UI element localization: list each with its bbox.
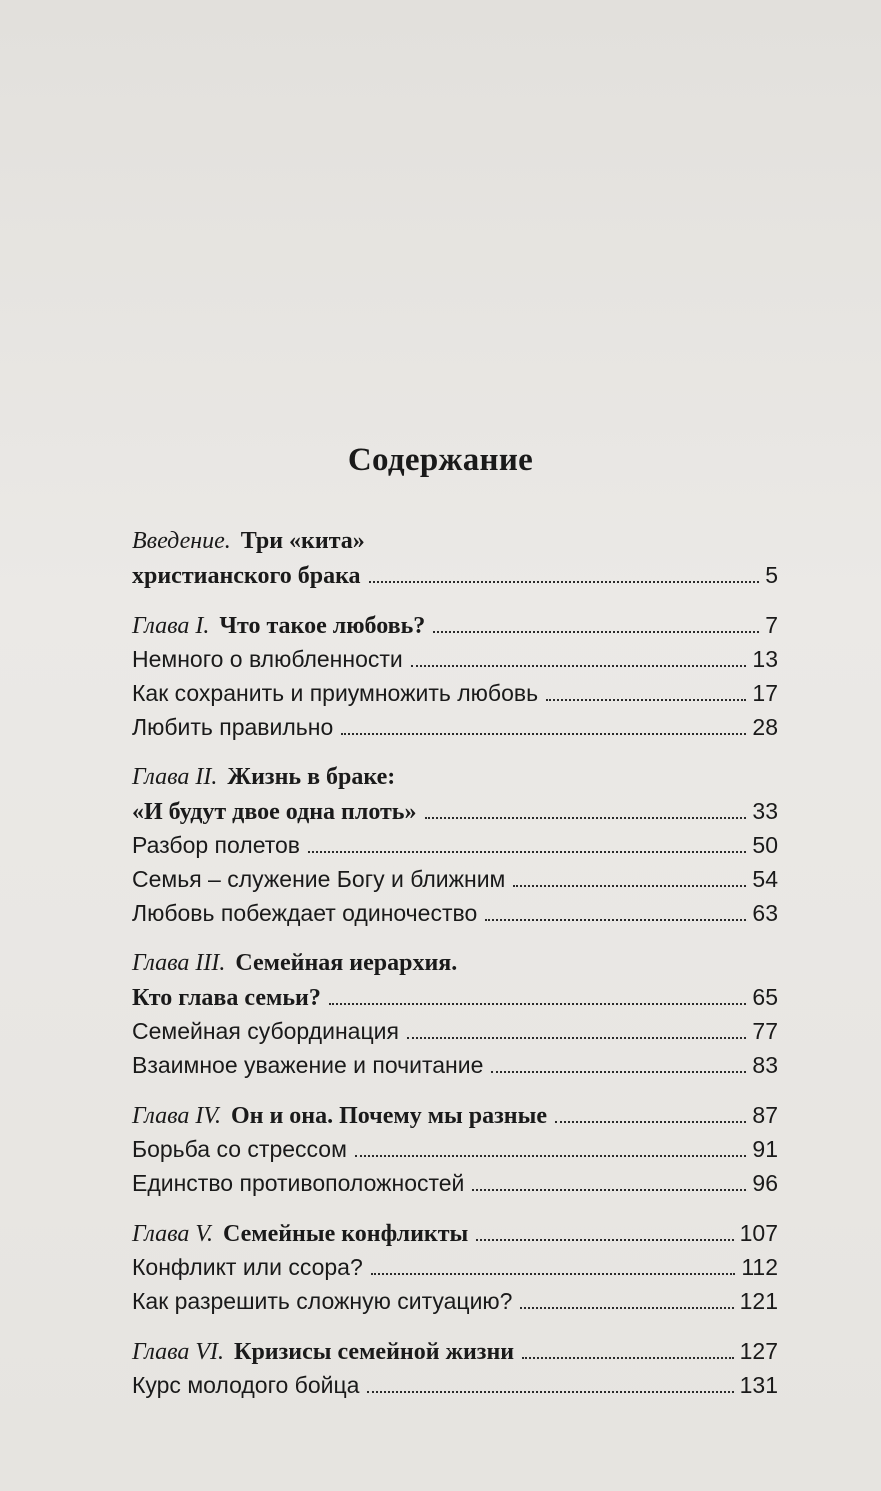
leader-dots xyxy=(425,817,747,819)
toc-chapter-prefix: Глава III. xyxy=(132,950,226,976)
toc-page-number: 112 xyxy=(741,1254,778,1280)
toc-page-number: 83 xyxy=(752,1052,778,1078)
leader-dots xyxy=(546,699,746,701)
toc-page-number: 121 xyxy=(739,1288,778,1314)
leader-dots xyxy=(522,1357,734,1359)
toc-page-number: 87 xyxy=(752,1102,778,1128)
toc-entry xyxy=(132,1338,778,1372)
leader-dots xyxy=(411,665,747,667)
toc-entry xyxy=(132,646,778,680)
leader-dots xyxy=(329,1003,747,1005)
toc-page-number: 50 xyxy=(752,832,778,858)
leader-dots xyxy=(308,851,746,853)
toc-entry-title: христианского брака xyxy=(132,563,361,589)
toc-entry xyxy=(132,1102,778,1136)
toc-entry-title: Немного о влюбленности xyxy=(132,646,403,672)
toc-chapter-prefix: Глава IV. xyxy=(132,1103,221,1129)
toc-entry xyxy=(132,900,778,934)
toc-entry-title: Семья – служение Богу и ближним xyxy=(132,866,506,892)
toc-entry-title: Как сохранить и приумножить любовь xyxy=(132,680,539,706)
toc-entry xyxy=(132,1220,778,1254)
toc-chapter-prefix: Глава V. xyxy=(132,1221,213,1247)
toc-page-number: 107 xyxy=(739,1220,778,1246)
toc-entry-title: «И будут двое одна плоть» xyxy=(132,799,417,825)
leader-dots xyxy=(341,733,746,735)
toc-entry xyxy=(132,984,778,1018)
leader-dots xyxy=(367,1391,733,1393)
toc-page-number: 54 xyxy=(752,866,778,892)
leader-dots xyxy=(371,1273,736,1275)
toc-page-number: 127 xyxy=(739,1338,778,1364)
toc-entry xyxy=(132,714,778,748)
toc-entry xyxy=(132,1288,778,1322)
toc-entry-title: Разбор полетов xyxy=(132,832,301,858)
leader-dots xyxy=(485,919,746,921)
toc-entry-title: Взаимное уважение и почитание xyxy=(132,1052,484,1078)
toc-chapter-prefix: Глава I. xyxy=(132,613,210,639)
toc-page-number: 65 xyxy=(752,984,778,1010)
toc-page-number: 28 xyxy=(752,714,778,740)
toc-entry xyxy=(132,1018,778,1052)
toc-entry-title: Семейные конфликты xyxy=(222,1221,469,1247)
toc-entry xyxy=(132,764,778,798)
toc-entry xyxy=(132,1136,778,1170)
toc-page-number: 96 xyxy=(752,1170,778,1196)
toc-page-number: 7 xyxy=(765,612,778,638)
toc-page-number: 91 xyxy=(752,1136,778,1162)
toc-entry xyxy=(132,866,778,900)
toc-entry-title: Любовь побеждает одиночество xyxy=(132,900,478,926)
toc-entry xyxy=(132,832,778,866)
leader-dots xyxy=(355,1155,747,1157)
toc-chapter-prefix: Глава VI. xyxy=(132,1339,225,1365)
toc-chapter-prefix: Глава II. xyxy=(132,764,218,790)
toc-entry xyxy=(132,1052,778,1086)
leader-dots xyxy=(433,631,759,633)
toc-entry xyxy=(132,950,778,984)
toc-entry xyxy=(132,1254,778,1288)
toc-page-number: 5 xyxy=(765,562,778,588)
toc-entry xyxy=(132,798,778,832)
toc-entry-title: Жизнь в браке: xyxy=(227,764,396,790)
leader-dots xyxy=(513,885,746,887)
toc-entry xyxy=(132,528,778,562)
toc-entry-title: Курс молодого бойца xyxy=(132,1372,360,1398)
toc-entry-title: Любить правильно xyxy=(132,714,334,740)
toc-page-number: 131 xyxy=(739,1372,778,1398)
toc-page-number: 13 xyxy=(752,646,778,672)
toc-entry-title: Кто глава семьи? xyxy=(132,985,321,1011)
toc-entry-title: Единство противоположностей xyxy=(132,1170,465,1196)
toc-entry-title: Что такое любовь? xyxy=(219,613,426,639)
toc-entry-title: Конфликт или ссора? xyxy=(132,1254,363,1280)
toc-entry xyxy=(132,612,778,646)
toc-entry-title: Борьба со стрессом xyxy=(132,1136,347,1162)
leader-dots xyxy=(369,581,760,583)
toc-page-number: 17 xyxy=(752,680,778,706)
toc-page-number: 63 xyxy=(752,900,778,926)
leader-dots xyxy=(520,1307,733,1309)
toc-page-number: 77 xyxy=(752,1018,778,1044)
toc-entry-title: Семейная иерархия. xyxy=(235,950,458,976)
toc-entry-title: Кризисы семейной жизни xyxy=(234,1339,515,1365)
toc-entry-title: Три «кита» xyxy=(240,528,365,554)
toc-chapter-prefix: Введение. xyxy=(132,528,231,554)
toc-page-number: 33 xyxy=(752,798,778,824)
toc-entry xyxy=(132,562,778,596)
leader-dots xyxy=(476,1239,733,1241)
page-title: Содержание xyxy=(347,442,534,479)
toc-entry xyxy=(132,1372,778,1406)
leader-dots xyxy=(407,1037,746,1039)
table-of-contents xyxy=(132,528,778,1406)
toc-entry xyxy=(132,680,778,714)
toc-entry-title: Как разрешить сложную ситуацию? xyxy=(132,1288,513,1314)
toc-entry xyxy=(132,1170,778,1204)
leader-dots xyxy=(555,1121,746,1123)
leader-dots xyxy=(472,1189,746,1191)
toc-entry-title: Он и она. Почему мы разные xyxy=(230,1103,547,1129)
leader-dots xyxy=(491,1071,746,1073)
toc-entry-title: Семейная субординация xyxy=(132,1018,399,1044)
